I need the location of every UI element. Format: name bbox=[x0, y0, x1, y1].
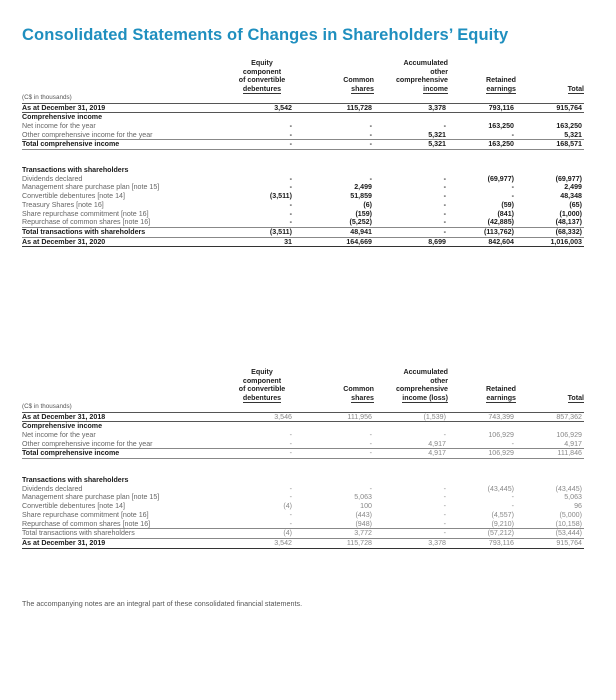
table-row: Repurchase of common shares [note 16] - (948) - (9,210) (10,158) bbox=[22, 519, 582, 528]
total-row: Total comprehensive income - - 5,321 163,250 168,571 bbox=[22, 140, 582, 149]
table-row: Share repurchase commitment [note 16] - (443) - (4,557) (5,000) bbox=[22, 510, 582, 519]
table-row: Management share purchase plan [note 15] - 5,063 - - 5,063 bbox=[22, 493, 582, 502]
table-row: Other comprehensive income for the year - - 4,917 - 4,917 bbox=[22, 439, 582, 448]
closing-balance-row: As at December 31, 2019 3,542 115,728 3,378 793,116 915,764 bbox=[22, 538, 582, 547]
table-row: Share repurchase commitment [note 16] - (159) - (841) (1,000) bbox=[22, 209, 582, 218]
opening-balance-row: As at December 31, 2019 3,542 115,728 3,378 793,116 915,764 bbox=[22, 103, 582, 112]
table-row: Treasury Shares [note 16] - (6) - (59) (65) bbox=[22, 200, 582, 209]
footnote: The accompanying notes are an integral part of these consolidated financial statements. bbox=[22, 599, 303, 608]
table-row: Other comprehensive income for the year - - 5,321 - 5,321 bbox=[22, 130, 582, 139]
opening-balance-row: As at December 31, 2018 3,546 111,956 (1,539) 743,399 857,362 bbox=[22, 412, 582, 421]
total-row: Total comprehensive income - - 4,917 106,929 111,846 bbox=[22, 449, 582, 458]
section-header: Comprehensive income bbox=[22, 422, 103, 431]
table-row: Convertible debentures [note 14] (4) 100 - - 96 bbox=[22, 502, 582, 511]
header-row: Equity component of convertible debentures Common shares Accumulated other comprehensive income (loss) Retained earnings Total bbox=[238, 368, 584, 403]
table-row: Dividends declared - - - (43,445) (43,445) bbox=[22, 484, 582, 493]
table-row: Net income for the year - - - 163,250 163,250 bbox=[22, 121, 582, 130]
equity-statement-2020 bbox=[22, 59, 584, 247]
table-row: Dividends declared - - - (69,977) (69,977) bbox=[22, 174, 582, 183]
table-row: Management share purchase plan [note 15] - 2,499 - - 2,499 bbox=[22, 183, 582, 192]
table-row: Net income for the year - - - 106,929 106,929 bbox=[22, 430, 582, 439]
equity-statement-2019 bbox=[22, 368, 584, 549]
units-label: (C$ in thousands) bbox=[22, 93, 72, 101]
table-row: Repurchase of common shares [note 16] - (5,252) - (42,885) (48,137) bbox=[22, 218, 582, 227]
section-header: Transactions with shareholders bbox=[22, 476, 129, 485]
table-row: Convertible debentures [note 14] (3,511) 51,859 - - 48,348 bbox=[22, 192, 582, 201]
header-row: Equity component of convertible debentures Common shares Accumulated other comprehensive income Retained earnings Total bbox=[238, 59, 584, 94]
units-label: (C$ in thousands) bbox=[22, 402, 72, 410]
page-title: Consolidated Statements of Changes in Shareholders’ Equity bbox=[22, 26, 509, 44]
total-row: Total transactions with shareholders (3,511) 48,941 - (113,762) (68,332) bbox=[22, 227, 582, 236]
section-header: Comprehensive income bbox=[22, 113, 103, 122]
closing-balance-row: As at December 31, 2020 31 164,669 8,699 842,604 1,016,003 bbox=[22, 237, 582, 246]
section-header: Transactions with shareholders bbox=[22, 166, 129, 175]
total-row: Total transactions with shareholders (4) 3,772 - (57,212) (53,444) bbox=[22, 529, 582, 538]
